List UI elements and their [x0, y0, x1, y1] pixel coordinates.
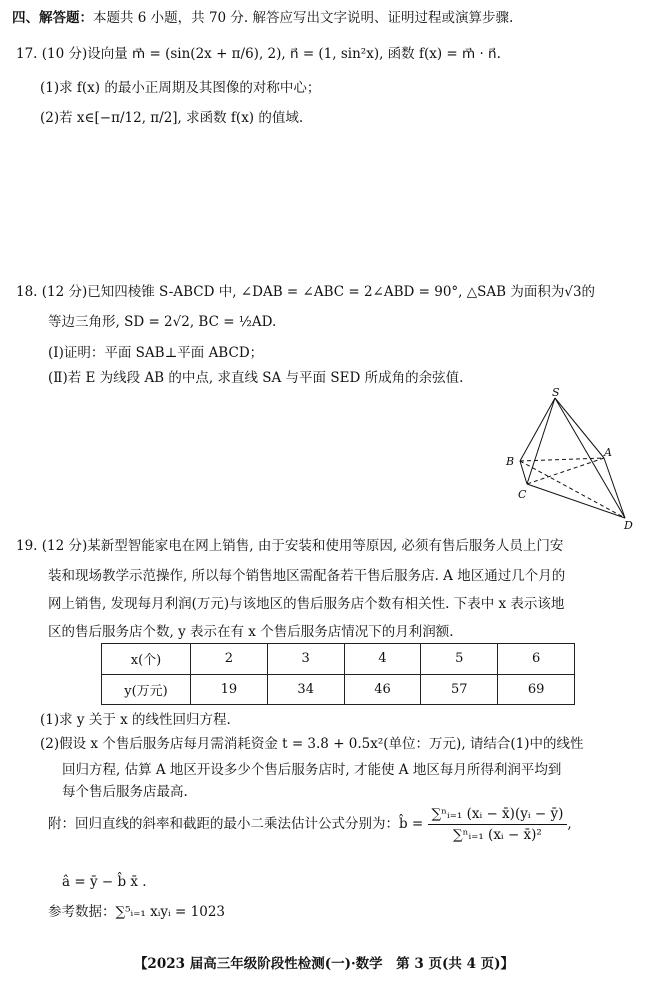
q17-stem: 17. (10 分)设向量 m⃗ = (sin(2x + π/6), 2), n⃗ = (1, sin²x), 函数 f(x) = m⃗ · n⃗. [16, 46, 501, 62]
table-cell: 5 [421, 644, 498, 675]
q19-part1: (1)求 y 关于 x 的线性回归方程. [40, 712, 231, 728]
formula-denominator: ∑ⁿᵢ₌₁ (xᵢ − x̄)² [453, 827, 542, 843]
section-description: 本题共 6 小题，共 70 分. 解答应写出文字说明、证明过程或演算步骤. [93, 10, 514, 26]
table-header-x: x(个) [102, 644, 191, 675]
section-title: 四、解答题： [12, 10, 93, 26]
vertex-label-s: S [552, 386, 560, 399]
table-cell: 34 [267, 674, 344, 705]
q19-part2-line2: 回归方程, 估算 A 地区开设多少个售后服务店时, 才能使 A 地区每月所得利润平均到 [62, 762, 562, 778]
q19-stem-line2: 装和现场教学示范操作, 所以每个销售地区需配备若干售后服务店. A 地区通过几个月的 [48, 568, 566, 584]
table-cell: 3 [267, 644, 344, 675]
table-cell: 46 [344, 674, 421, 705]
q18-part1: (Ⅰ)证明：平面 SAB⊥平面 ABCD； [48, 345, 264, 361]
q18-part2: (Ⅱ)若 E 为线段 AB 的中点, 求直线 SA 与平面 SED 所成角的余弦值. [48, 370, 464, 386]
vertex-label-a: A [604, 446, 612, 459]
q19-stem-line4: 区的售后服务店个数, y 表示在有 x 个售后服务店情况下的月利润额. [48, 624, 454, 640]
q17-part1: (1)求 f(x) 的最小正周期及其图像的对称中心； [40, 80, 321, 96]
intercept-formula: â = ȳ − b̂ x̄ . [62, 874, 147, 890]
table-cell: 69 [498, 674, 575, 705]
table-cell: 2 [191, 644, 268, 675]
regression-formula [48, 806, 572, 843]
table-cell: 6 [498, 644, 575, 675]
table-cell: 4 [344, 644, 421, 675]
formula-numerator: ∑ⁿᵢ₌₁ (xᵢ − x̄)(yᵢ − ȳ) [428, 806, 568, 825]
table-header-y: y(万元) [102, 674, 191, 705]
table-cell: 19 [191, 674, 268, 705]
data-table [101, 643, 575, 705]
pyramid-figure [500, 386, 640, 531]
formula-intro: 附：回归直线的斜率和截距的最小二乘法估计公式分别为：b̂ = [48, 816, 424, 832]
page-footer: 【2023 届高三年级阶段性检测(一)·数学 第 3 页(共 4 页)】 [133, 956, 515, 972]
q19-stem-line1: 19. (12 分)某新型智能家电在网上销售, 由于安装和使用等原因, 必须有售后服务人员上门安 [16, 538, 564, 554]
table-row [102, 674, 575, 705]
q18-stem-line2: 等边三角形, SD = 2√2, BC = ½AD. [48, 314, 277, 330]
table-row [102, 644, 575, 675]
q18-stem-line1: 18. (12 分)已知四棱锥 S-ABCD 中, ∠DAB = ∠ABC = 2∠ABD = 90°, △SAB 为面积为√3的 [16, 284, 596, 300]
vertex-label-c: C [518, 488, 527, 501]
section-header [12, 8, 513, 28]
table-cell: 57 [421, 674, 498, 705]
q17-part2: (2)若 x∈[−π/12, π/2], 求函数 f(x) 的值域. [40, 110, 304, 126]
reference-data: 参考数据：∑⁵ᵢ₌₁ xᵢyᵢ = 1023 [48, 904, 226, 920]
formula-comma: , [567, 816, 572, 832]
formula-fraction [428, 806, 568, 843]
q19-part2-line1: (2)假设 x 个售后服务店每月需消耗资金 t = 3.8 + 0.5x²(单位：万元), 请结合(1)中的线性 [40, 736, 584, 752]
vertex-label-d: D [624, 519, 633, 531]
q19-stem-line3: 网上销售, 发现每月利润(万元)与该地区的售后服务店个数有相关性. 下表中 x 表示该地 [48, 596, 565, 612]
q19-part2-line3: 每个售后服务店最高. [62, 784, 188, 800]
vertex-label-b: B [506, 455, 515, 468]
